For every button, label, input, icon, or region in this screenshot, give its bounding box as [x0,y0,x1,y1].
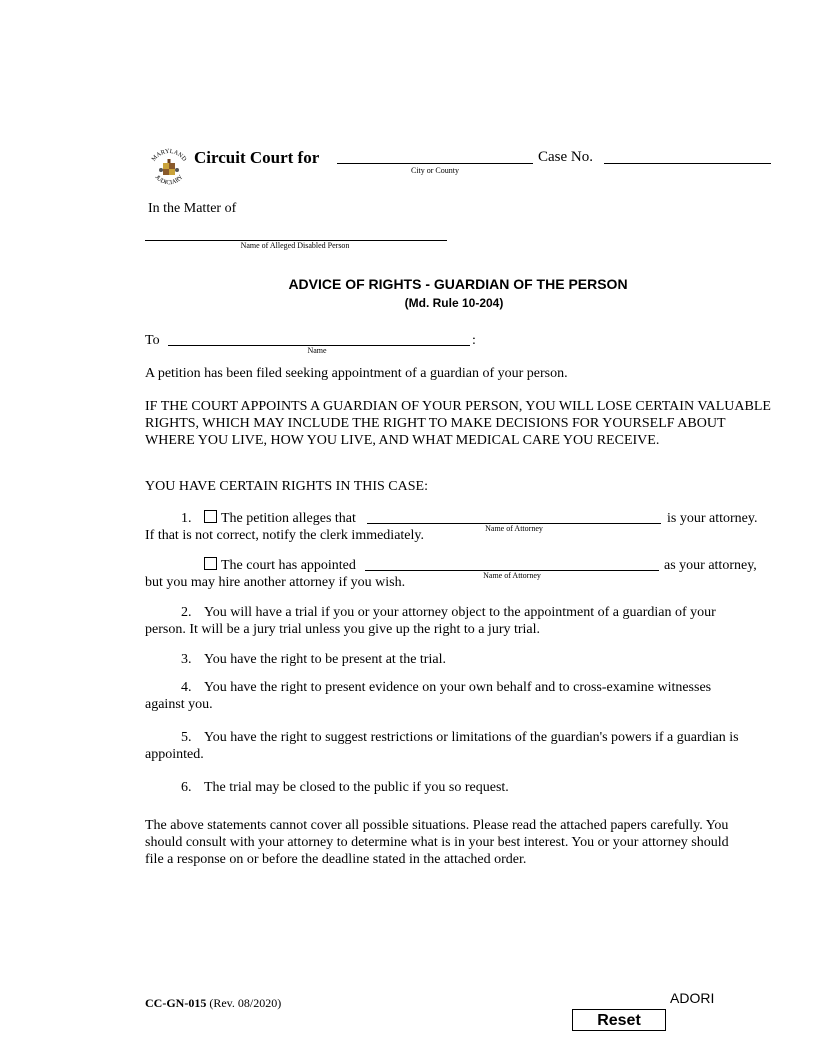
seal-top-text: MARYLAND [150,147,188,163]
rights-intro: YOU HAVE CERTAIN RIGHTS IN THIS CASE: [145,479,428,494]
item-1b-text: The court has appointed [221,558,356,573]
item-6-line1: The trial may be closed to the public if you so request. [204,780,509,795]
to-label: To [145,333,160,348]
closing-line-2: should consult with your attorney to determine what is in your best interest. You or your attorney should [145,835,729,850]
recipient-name-caption: Name [307,346,327,355]
petition-paragraph: A petition has been filed seeking appointment of a guardian of your person. [145,366,568,381]
item-1a-continuation: If that is not correct, notify the clerk immediately. [145,528,424,543]
item-1b-suffix: as your attorney, [664,558,757,573]
city-county-field[interactable] [337,163,533,164]
item-1a-text: The petition alleges that [221,511,356,526]
matter-label: In the Matter of [148,201,237,216]
warning-paragraph: IF THE COURT APPOINTS A GUARDIAN OF YOUR PERSON, YOU WILL LOSE CERTAIN VALUABLE RIGHTS, WHICH MAY INCLUDE THE RIGHT TO MAKE DECISIONS FOR YOURSELF ABOUT WHERE YOU LIVE, HOW YOU LIVE, AND WHAT MEDICAL CARE YOU RECEIVE. [145,399,771,448]
case-number-field[interactable] [604,163,771,164]
closing-line-3: file a response on or before the deadline stated in the attached order. [145,852,527,867]
form-code: ADORI [670,990,715,1006]
item-2-line2: person. It will be a jury trial unless you give up the right to a jury trial. [145,622,541,637]
item-4-line1: You have the right to present evidence on your own behalf and to cross-examine witnesses [204,680,712,695]
item-1-option-a [204,510,356,527]
maryland-judiciary-seal [146,145,192,191]
case-number-label: Case No. [538,149,593,165]
item-2-number: 2. [181,605,192,620]
page-title: ADVICE OF RIGHTS - GUARDIAN OF THE PERSON [288,276,628,292]
attorney-alleged-checkbox[interactable] [204,510,217,523]
svg-text:JUDICIARY [154,173,185,186]
item-4-line2: against you. [145,697,213,712]
form-number: CC-GN-015 [145,996,207,1010]
item-5-line2: appointed. [145,747,204,762]
item-5-line1: You have the right to suggest restrictions or limitations of the guardian's powers if a guardian is [204,730,739,745]
attorney-appointed-checkbox[interactable] [204,557,217,570]
appointed-attorney-caption: Name of Attorney [483,571,541,580]
alleged-attorney-caption: Name of Attorney [485,524,543,533]
city-county-caption: City or County [410,166,459,175]
closing-line-1: The above statements cannot cover all possible situations. Please read the attached papers carefully. You [145,818,729,833]
item-4-number: 4. [181,680,192,695]
item-1-option-b [204,557,356,574]
item-3-number: 3. [181,652,192,667]
item-3-line1: You have the right to be present at the trial. [204,652,446,667]
item-6-number: 6. [181,780,192,795]
item-1-number: 1. [181,511,192,526]
item-1a-suffix: is your attorney. [667,511,758,526]
item-2-line1: You will have a trial if you or your attorney object to the appointment of a guardian of your [204,605,716,620]
page-subtitle: (Md. Rule 10-204) [404,296,504,310]
to-colon: : [472,333,476,348]
disabled-person-caption: Name of Alleged Disabled Person [240,241,350,250]
item-5-number: 5. [181,730,192,745]
item-1b-continuation: but you may hire another attorney if you wish. [145,575,406,590]
form-footer [145,996,281,1011]
reset-button[interactable]: Reset [572,1009,666,1031]
court-label: Circuit Court for [194,148,320,167]
seal-bottom-text: JUDICIARY [153,173,185,187]
form-revision: (Rev. 08/2020) [209,996,282,1010]
